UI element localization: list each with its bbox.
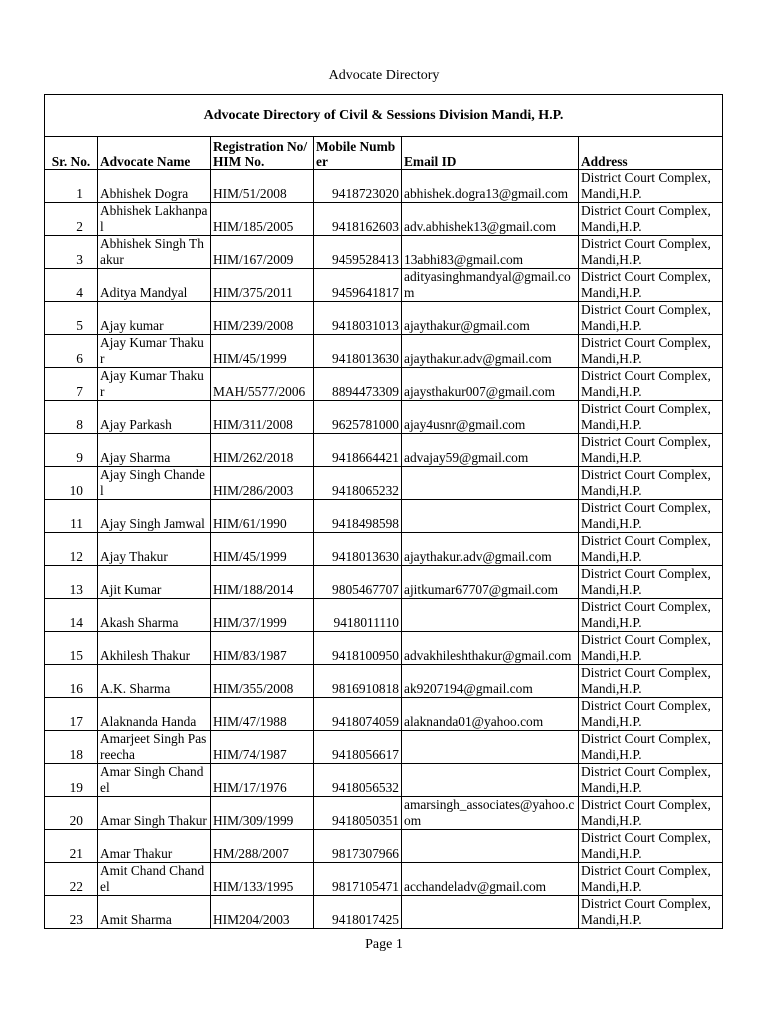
cell-advocate-name: Alaknanda Handa bbox=[98, 698, 211, 731]
cell-email: ak9207194@gmail.com bbox=[402, 665, 579, 698]
table-row bbox=[45, 236, 723, 269]
cell-sr-no: 5 bbox=[45, 302, 98, 335]
table-row bbox=[45, 665, 723, 698]
table-row bbox=[45, 533, 723, 566]
cell-advocate-name: Abhishek Lakhanpal bbox=[98, 203, 211, 236]
cell-address: District Court Complex, Mandi,H.P. bbox=[579, 797, 723, 830]
cell-mobile: 9418723020 bbox=[314, 170, 402, 203]
cell-address: District Court Complex, Mandi,H.P. bbox=[579, 203, 723, 236]
cell-mobile: 9805467707 bbox=[314, 566, 402, 599]
cell-sr-no: 15 bbox=[45, 632, 98, 665]
cell-sr-no: 3 bbox=[45, 236, 98, 269]
cell-mobile: 9418100950 bbox=[314, 632, 402, 665]
page-header: Advocate Directory bbox=[328, 68, 440, 83]
cell-advocate-name: Ajit Kumar bbox=[98, 566, 211, 599]
cell-email bbox=[402, 830, 579, 863]
cell-registration: HIM/17/1976 bbox=[211, 764, 314, 797]
cell-advocate-name: Abhishek Dogra bbox=[98, 170, 211, 203]
cell-address: District Court Complex, Mandi,H.P. bbox=[579, 236, 723, 269]
cell-advocate-name: Amit Sharma bbox=[98, 896, 211, 929]
table-header-row bbox=[45, 137, 723, 170]
cell-advocate-name: Ajay Thakur bbox=[98, 533, 211, 566]
cell-mobile: 9418074059 bbox=[314, 698, 402, 731]
cell-sr-no: 17 bbox=[45, 698, 98, 731]
table-row bbox=[45, 368, 723, 401]
cell-sr-no: 6 bbox=[45, 335, 98, 368]
table-row bbox=[45, 434, 723, 467]
cell-advocate-name: Akhilesh Thakur bbox=[98, 632, 211, 665]
cell-address: District Court Complex, Mandi,H.P. bbox=[579, 830, 723, 863]
cell-address: District Court Complex, Mandi,H.P. bbox=[579, 335, 723, 368]
cell-mobile: 9418013630 bbox=[314, 335, 402, 368]
column-header-address: Address bbox=[579, 137, 723, 170]
table-row bbox=[45, 302, 723, 335]
cell-advocate-name: Amar Singh Chandel bbox=[98, 764, 211, 797]
cell-sr-no: 11 bbox=[45, 500, 98, 533]
cell-address: District Court Complex, Mandi,H.P. bbox=[579, 467, 723, 500]
cell-sr-no: 7 bbox=[45, 368, 98, 401]
table-row bbox=[45, 632, 723, 665]
cell-email bbox=[402, 731, 579, 764]
cell-registration: HIM204/2003 bbox=[211, 896, 314, 929]
cell-email: ajitkumar67707@gmail.com bbox=[402, 566, 579, 599]
cell-email: abhishek.dogra13@gmail.com bbox=[402, 170, 579, 203]
cell-email: ajaythakur@gmail.com bbox=[402, 302, 579, 335]
cell-advocate-name: Abhishek Singh Thakur bbox=[98, 236, 211, 269]
cell-registration: HM/288/2007 bbox=[211, 830, 314, 863]
cell-email: ajay4usnr@gmail.com bbox=[402, 401, 579, 434]
table-row bbox=[45, 170, 723, 203]
cell-registration: HIM/311/2008 bbox=[211, 401, 314, 434]
cell-sr-no: 18 bbox=[45, 731, 98, 764]
cell-mobile: 9816910818 bbox=[314, 665, 402, 698]
cell-mobile: 9418664421 bbox=[314, 434, 402, 467]
page-footer: Page 1 bbox=[365, 937, 403, 952]
cell-registration: HIM/188/2014 bbox=[211, 566, 314, 599]
cell-email: alaknanda01@yahoo.com bbox=[402, 698, 579, 731]
cell-registration: HIM/355/2008 bbox=[211, 665, 314, 698]
cell-mobile: 9817105471 bbox=[314, 863, 402, 896]
cell-registration: HIM/185/2005 bbox=[211, 203, 314, 236]
cell-advocate-name: A.K. Sharma bbox=[98, 665, 211, 698]
cell-mobile: 9418011110 bbox=[314, 599, 402, 632]
cell-registration: HIM/45/1999 bbox=[211, 533, 314, 566]
advocate-directory-table bbox=[44, 94, 723, 929]
table-title-row bbox=[45, 95, 723, 137]
cell-email bbox=[402, 599, 579, 632]
cell-sr-no: 14 bbox=[45, 599, 98, 632]
cell-advocate-name: Ajay Singh Jamwal bbox=[98, 500, 211, 533]
cell-address: District Court Complex, Mandi,H.P. bbox=[579, 665, 723, 698]
cell-email: adityasinghmandyal@gmail.com bbox=[402, 269, 579, 302]
table-row bbox=[45, 203, 723, 236]
cell-mobile: 9817307966 bbox=[314, 830, 402, 863]
column-header-registration: Registration No/ HIM No. bbox=[211, 137, 314, 170]
cell-mobile: 9418050351 bbox=[314, 797, 402, 830]
cell-address: District Court Complex, Mandi,H.P. bbox=[579, 731, 723, 764]
cell-address: District Court Complex, Mandi,H.P. bbox=[579, 764, 723, 797]
cell-advocate-name: Ajay kumar bbox=[98, 302, 211, 335]
cell-address: District Court Complex, Mandi,H.P. bbox=[579, 302, 723, 335]
cell-address: District Court Complex, Mandi,H.P. bbox=[579, 368, 723, 401]
cell-email: amarsingh_associates@yahoo.com bbox=[402, 797, 579, 830]
cell-registration: HIM/45/1999 bbox=[211, 335, 314, 368]
table-row bbox=[45, 830, 723, 863]
cell-advocate-name: Amar Thakur bbox=[98, 830, 211, 863]
table-row bbox=[45, 500, 723, 533]
cell-registration: HIM/286/2003 bbox=[211, 467, 314, 500]
cell-sr-no: 13 bbox=[45, 566, 98, 599]
cell-sr-no: 23 bbox=[45, 896, 98, 929]
cell-sr-no: 9 bbox=[45, 434, 98, 467]
cell-advocate-name: Ajay Singh Chandel bbox=[98, 467, 211, 500]
column-header-mobile: Mobile Number bbox=[314, 137, 402, 170]
cell-mobile: 9418031013 bbox=[314, 302, 402, 335]
cell-mobile: 9418065232 bbox=[314, 467, 402, 500]
cell-mobile: 9418498598 bbox=[314, 500, 402, 533]
table-row bbox=[45, 797, 723, 830]
cell-email: 13abhi83@gmail.com bbox=[402, 236, 579, 269]
cell-email: advajay59@gmail.com bbox=[402, 434, 579, 467]
table-row bbox=[45, 269, 723, 302]
cell-sr-no: 22 bbox=[45, 863, 98, 896]
cell-sr-no: 2 bbox=[45, 203, 98, 236]
cell-email bbox=[402, 467, 579, 500]
cell-registration: HIM/239/2008 bbox=[211, 302, 314, 335]
cell-mobile: 8894473309 bbox=[314, 368, 402, 401]
cell-mobile: 9418017425 bbox=[314, 896, 402, 929]
cell-mobile: 9418056532 bbox=[314, 764, 402, 797]
table-row bbox=[45, 698, 723, 731]
cell-address: District Court Complex, Mandi,H.P. bbox=[579, 698, 723, 731]
cell-address: District Court Complex, Mandi,H.P. bbox=[579, 632, 723, 665]
cell-email: ajaythakur.adv@gmail.com bbox=[402, 533, 579, 566]
cell-registration: MAH/5577/2006 bbox=[211, 368, 314, 401]
cell-address: District Court Complex, Mandi,H.P. bbox=[579, 533, 723, 566]
table-row bbox=[45, 599, 723, 632]
cell-registration: HIM/83/1987 bbox=[211, 632, 314, 665]
cell-sr-no: 12 bbox=[45, 533, 98, 566]
cell-registration: HIM/37/1999 bbox=[211, 599, 314, 632]
cell-address: District Court Complex, Mandi,H.P. bbox=[579, 500, 723, 533]
cell-advocate-name: Ajay Kumar Thakur bbox=[98, 368, 211, 401]
column-header-sr-no: Sr. No. bbox=[45, 137, 98, 170]
table-row bbox=[45, 731, 723, 764]
cell-address: District Court Complex, Mandi,H.P. bbox=[579, 170, 723, 203]
cell-email: adv.abhishek13@gmail.com bbox=[402, 203, 579, 236]
cell-email bbox=[402, 764, 579, 797]
cell-email: ajaythakur.adv@gmail.com bbox=[402, 335, 579, 368]
cell-email bbox=[402, 896, 579, 929]
cell-email: advakhileshthakur@gmail.com bbox=[402, 632, 579, 665]
cell-address: District Court Complex, Mandi,H.P. bbox=[579, 434, 723, 467]
cell-mobile: 9418056617 bbox=[314, 731, 402, 764]
table-row bbox=[45, 764, 723, 797]
cell-sr-no: 19 bbox=[45, 764, 98, 797]
table-row bbox=[45, 467, 723, 500]
cell-advocate-name: Amarjeet Singh Pasreecha bbox=[98, 731, 211, 764]
cell-address: District Court Complex, Mandi,H.P. bbox=[579, 896, 723, 929]
table-title: Advocate Directory of Civil & Sessions Division Mandi, H.P. bbox=[45, 95, 723, 137]
cell-advocate-name: Ajay Sharma bbox=[98, 434, 211, 467]
cell-sr-no: 10 bbox=[45, 467, 98, 500]
cell-advocate-name: Aditya Mandyal bbox=[98, 269, 211, 302]
cell-email: acchandeladv@gmail.com bbox=[402, 863, 579, 896]
cell-mobile: 9418162603 bbox=[314, 203, 402, 236]
cell-email bbox=[402, 500, 579, 533]
table-row bbox=[45, 863, 723, 896]
cell-sr-no: 21 bbox=[45, 830, 98, 863]
cell-sr-no: 1 bbox=[45, 170, 98, 203]
cell-sr-no: 8 bbox=[45, 401, 98, 434]
cell-email: ajaysthakur007@gmail.com bbox=[402, 368, 579, 401]
cell-sr-no: 4 bbox=[45, 269, 98, 302]
cell-address: District Court Complex, Mandi,H.P. bbox=[579, 269, 723, 302]
cell-registration: HIM/262/2018 bbox=[211, 434, 314, 467]
cell-address: District Court Complex, Mandi,H.P. bbox=[579, 566, 723, 599]
cell-registration: HIM/61/1990 bbox=[211, 500, 314, 533]
column-header-advocate-name: Advocate Name bbox=[98, 137, 211, 170]
cell-registration: HIM/74/1987 bbox=[211, 731, 314, 764]
cell-sr-no: 20 bbox=[45, 797, 98, 830]
cell-registration: HIM/309/1999 bbox=[211, 797, 314, 830]
cell-address: District Court Complex, Mandi,H.P. bbox=[579, 599, 723, 632]
cell-address: District Court Complex, Mandi,H.P. bbox=[579, 401, 723, 434]
cell-advocate-name: Ajay Parkash bbox=[98, 401, 211, 434]
cell-registration: HIM/133/1995 bbox=[211, 863, 314, 896]
table-row bbox=[45, 335, 723, 368]
table-row bbox=[45, 401, 723, 434]
cell-registration: HIM/167/2009 bbox=[211, 236, 314, 269]
cell-registration: HIM/51/2008 bbox=[211, 170, 314, 203]
cell-sr-no: 16 bbox=[45, 665, 98, 698]
table-row bbox=[45, 566, 723, 599]
cell-advocate-name: Amit Chand Chandel bbox=[98, 863, 211, 896]
cell-mobile: 9459641817 bbox=[314, 269, 402, 302]
table-row bbox=[45, 896, 723, 929]
cell-advocate-name: Ajay Kumar Thakur bbox=[98, 335, 211, 368]
cell-advocate-name: Amar Singh Thakur bbox=[98, 797, 211, 830]
cell-address: District Court Complex, Mandi,H.P. bbox=[579, 863, 723, 896]
cell-registration: HIM/47/1988 bbox=[211, 698, 314, 731]
cell-mobile: 9418013630 bbox=[314, 533, 402, 566]
column-header-email: Email ID bbox=[402, 137, 579, 170]
cell-mobile: 9625781000 bbox=[314, 401, 402, 434]
cell-advocate-name: Akash Sharma bbox=[98, 599, 211, 632]
cell-mobile: 9459528413 bbox=[314, 236, 402, 269]
cell-registration: HIM/375/2011 bbox=[211, 269, 314, 302]
